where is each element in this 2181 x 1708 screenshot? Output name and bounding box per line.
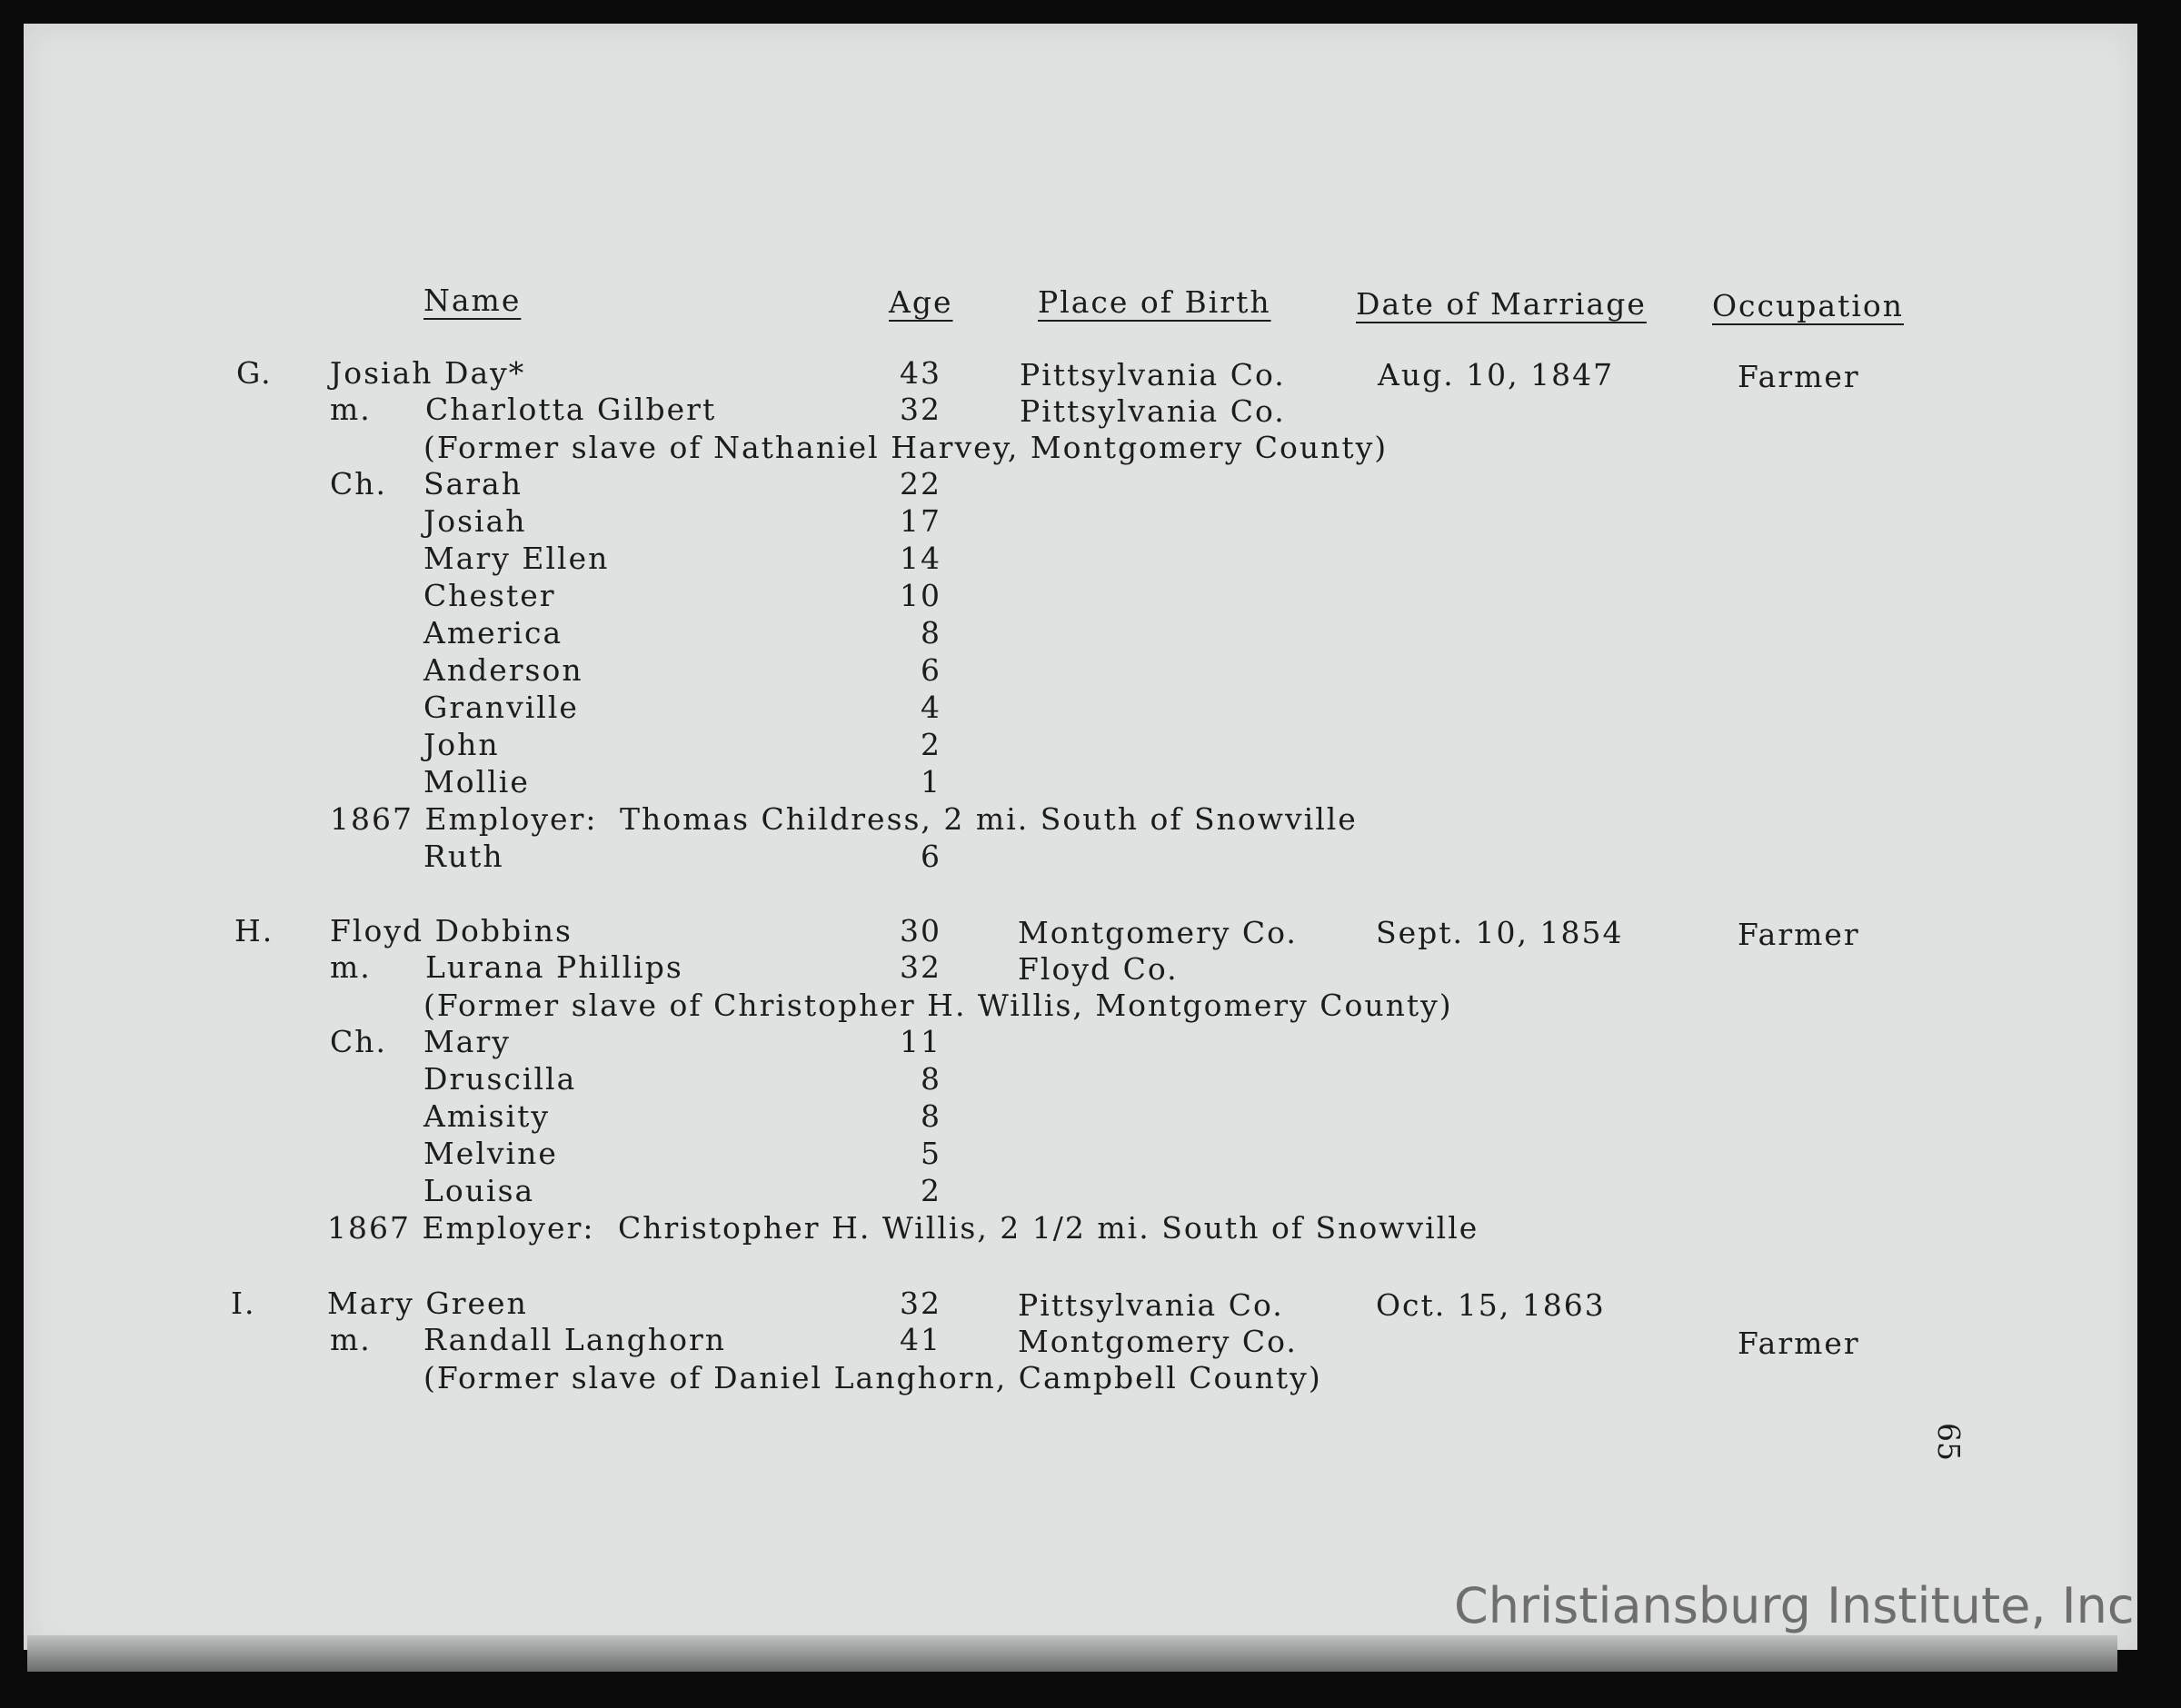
child-name: Melvine: [423, 1136, 558, 1171]
paper-edge-shadow: [27, 1635, 2117, 1672]
marriage-date: Oct. 15, 1863: [1376, 1287, 1606, 1323]
watermark: Christiansburg Institute, Inc: [1454, 1577, 2135, 1634]
spouse-age: 32: [900, 949, 941, 985]
child-name: Chester: [423, 578, 556, 613]
child-age: 2: [921, 727, 941, 762]
marriage-date: Aug. 10, 1847: [1378, 357, 1615, 392]
child-age: 5: [921, 1136, 941, 1171]
child-age: 8: [921, 1098, 941, 1134]
child-age: 14: [900, 541, 941, 576]
child-age: 11: [900, 1024, 941, 1059]
head-birthplace: Pittsylvania Co.: [1018, 1287, 1284, 1323]
entry-letter: H.: [234, 913, 274, 948]
occupation: Farmer: [1738, 359, 1860, 394]
head-age: 30: [900, 913, 941, 948]
child-age: 22: [900, 466, 941, 501]
header-name: Name: [423, 283, 522, 318]
child-name: Louisa: [423, 1173, 535, 1208]
head-age: 43: [900, 355, 941, 391]
child-age: 17: [900, 503, 941, 539]
former-slave-note: (Former slave of Nathaniel Harvey, Montgomery County): [423, 430, 1389, 465]
head-name: Josiah Day*: [330, 355, 526, 391]
child-age: 4: [921, 690, 941, 725]
entry-letter: I.: [231, 1286, 256, 1321]
child-name: John: [423, 727, 500, 762]
header-place-of-birth: Place of Birth: [1038, 284, 1271, 320]
spouse-name: Lurana Phillips: [425, 949, 683, 985]
former-slave-note: (Former slave of Christopher H. Willis, Montgomery County): [423, 988, 1453, 1023]
child-name: Sarah: [423, 466, 523, 501]
former-slave-note: (Former slave of Daniel Langhorn, Campbell County): [423, 1360, 1322, 1395]
header-age: Age: [889, 284, 953, 320]
head-name: Floyd Dobbins: [330, 913, 573, 948]
head-birthplace: Montgomery Co.: [1018, 915, 1298, 950]
children-prefix: Ch.: [330, 1024, 387, 1059]
spouse-birthplace: Montgomery Co.: [1018, 1324, 1298, 1359]
child-name: Mary Ellen: [423, 541, 610, 576]
spouse-occupation: Farmer: [1738, 1326, 1860, 1361]
marriage-date: Sept. 10, 1854: [1376, 915, 1624, 950]
child-age: 6: [921, 839, 941, 874]
child-age: 2: [921, 1173, 941, 1208]
document-page: [24, 24, 2137, 1650]
child-name: Mollie: [423, 764, 530, 799]
employer: Thomas Childress, 2 mi. South of Snowville: [620, 801, 1358, 837]
spouse-age: 41: [900, 1322, 941, 1357]
child-name: Druscilla: [423, 1061, 577, 1097]
child-age: 8: [921, 1061, 941, 1097]
spouse-prefix: m.: [330, 949, 372, 985]
child-age: 10: [900, 578, 941, 613]
spouse-name: Randall Langhorn: [423, 1322, 727, 1357]
employer-label: 1867 Employer:: [327, 1210, 595, 1246]
child-age: 1: [921, 764, 941, 799]
header-occupation: Occupation: [1712, 288, 1905, 323]
employer: Christopher H. Willis, 2 1/2 mi. South of Snowville: [618, 1210, 1479, 1246]
child-name: Josiah: [423, 503, 527, 539]
spouse-birthplace: Floyd Co.: [1018, 951, 1179, 987]
spouse-name: Charlotta Gilbert: [425, 392, 717, 427]
head-age: 32: [900, 1286, 941, 1321]
spouse-prefix: m.: [330, 1322, 372, 1357]
page-number: 65: [1931, 1423, 1967, 1461]
child-name: Granville: [423, 690, 579, 725]
child-name: America: [423, 615, 563, 650]
header-date-of-marriage: Date of Marriage: [1356, 286, 1647, 322]
head-name: Mary Green: [327, 1286, 528, 1321]
employer-label: 1867 Employer:: [330, 801, 598, 837]
entry-letter: G.: [236, 355, 273, 391]
child-age: 8: [921, 615, 941, 650]
child-name: Ruth: [423, 839, 504, 874]
children-prefix: Ch.: [330, 466, 387, 501]
spouse-age: 32: [900, 392, 941, 427]
spouse-birthplace: Pittsylvania Co.: [1020, 393, 1286, 429]
occupation: Farmer: [1738, 917, 1860, 952]
spouse-prefix: m.: [330, 392, 372, 427]
child-name: Mary: [423, 1024, 511, 1059]
child-name: Amisity: [423, 1098, 551, 1134]
head-birthplace: Pittsylvania Co.: [1020, 357, 1286, 392]
child-age: 6: [921, 652, 941, 688]
child-name: Anderson: [423, 652, 583, 688]
